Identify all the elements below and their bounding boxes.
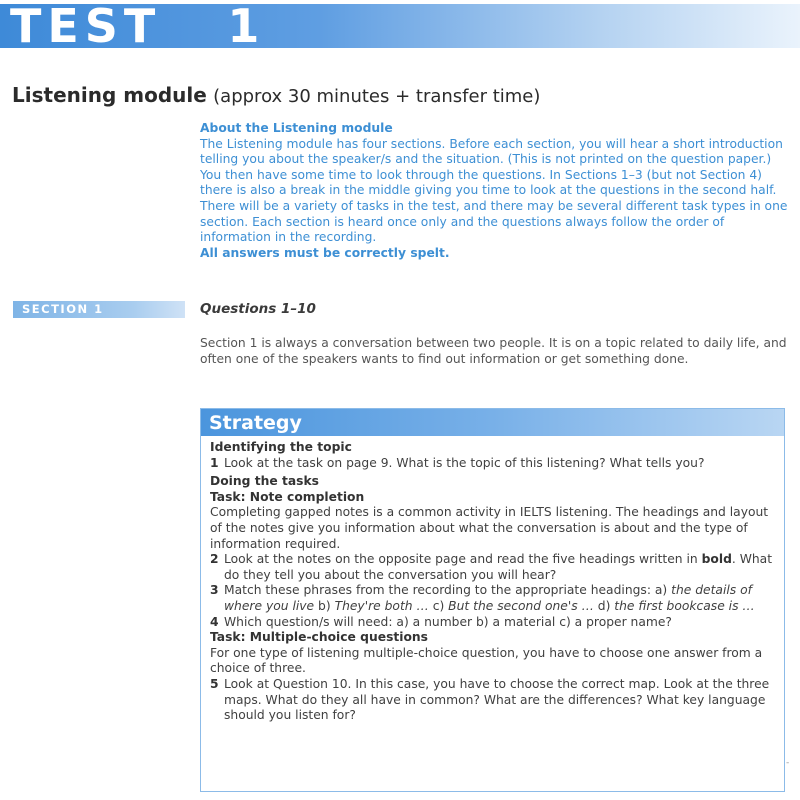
item-number: 2 [210, 552, 219, 567]
module-heading [12, 82, 540, 110]
about-emphasis: All answers must be correctly spelt. [200, 245, 450, 260]
item-number: 1 [210, 455, 219, 470]
strategy-box [200, 408, 785, 792]
module-subtitle: (approx 30 minutes + transfer time) [213, 86, 541, 107]
item-text-part: Look at the notes on the opposite page and read the five headings written in [224, 552, 702, 567]
item-text-bold: bold [701, 552, 732, 567]
strategy-item-1 [210, 456, 775, 472]
phrase-d: the first bookcase is … [614, 598, 755, 613]
strategy-item-2 [210, 552, 775, 583]
section-label-text: SECTION 1 [22, 302, 104, 316]
doing-heading: Doing the tasks [210, 474, 319, 489]
item-text-part: Match these phrases from the recording to the appropriate headings: a) [224, 583, 672, 598]
task-note-heading: Task: Note completion [210, 489, 365, 504]
section-intro: Section 1 is always a conversation between two people. It is on a topic related to daily life, and often one of the speakers wants to find out information or get something done. [200, 336, 787, 366]
strategy-header [201, 409, 784, 436]
phrase-c: But the second one's … [448, 598, 594, 613]
module-title: Listening module [12, 83, 207, 107]
item-text: Look at the task on page 9. What is the topic of this listening? What tells you? [224, 455, 705, 470]
item-text-part: d) [593, 598, 615, 613]
item-text [224, 552, 775, 583]
item-text: Which question/s will need: a) a number b) a material c) a proper name? [224, 614, 672, 629]
identifying-heading: Identifying the topic [210, 440, 352, 454]
questions-heading: Questions 1–10 [200, 301, 316, 317]
item-text [224, 583, 775, 614]
strategy-body [201, 436, 784, 724]
item-text-part: b) [314, 598, 335, 613]
test-title: TEST 1 [10, 0, 266, 53]
task-mc-heading: Task: Multiple-choice questions [210, 630, 429, 645]
item-number: 4 [210, 614, 219, 629]
strategy-item-4 [210, 615, 775, 631]
item-text: Look at Question 10. In this case, you have to choose the correct map. Look at the three maps. What do they all have in common? What are the differences? What key language should you listen for? [224, 676, 770, 723]
about-title: About the Listening module [200, 121, 393, 135]
phrase-a: the details of where you live [224, 583, 752, 613]
section-label [13, 301, 185, 318]
phrase-b: They're both … [334, 598, 429, 613]
strategy-item-3 [210, 583, 775, 614]
about-box [200, 121, 790, 261]
item-number: 3 [210, 583, 219, 598]
item-text-part: c) [428, 598, 449, 613]
title-band [0, 0, 800, 53]
strategy-item-5 [210, 677, 775, 724]
strategy-title: Strategy [209, 412, 302, 434]
page-mark: - [786, 758, 790, 768]
item-text-part: . What do they tell you about the conversation you will hear? [224, 552, 773, 582]
note-paragraph: Completing gapped notes is a common activity in IELTS listening. The headings and layout of the notes give you information about what the conversation is about and the type of information required. [210, 505, 769, 551]
item-number: 5 [210, 676, 219, 691]
mc-paragraph: For one type of listening multiple-choice question, you have to choose one answer from a choice of three. [210, 645, 763, 676]
about-body: The Listening module has four sections. Before each section, you will hear a short introduction telling you about the speaker/s and the situation. (This is not printed on the question paper.) You then have some time to look through the questions. In Sections 1–3 (but not Section 4) there is also a break in the middle giving you time to look at the questions in the second half. There will be a variety of tasks in the test, and there may be several different task types in one section. Each section is heard once only and the questions always follow the order of information in the recording. [200, 136, 788, 245]
